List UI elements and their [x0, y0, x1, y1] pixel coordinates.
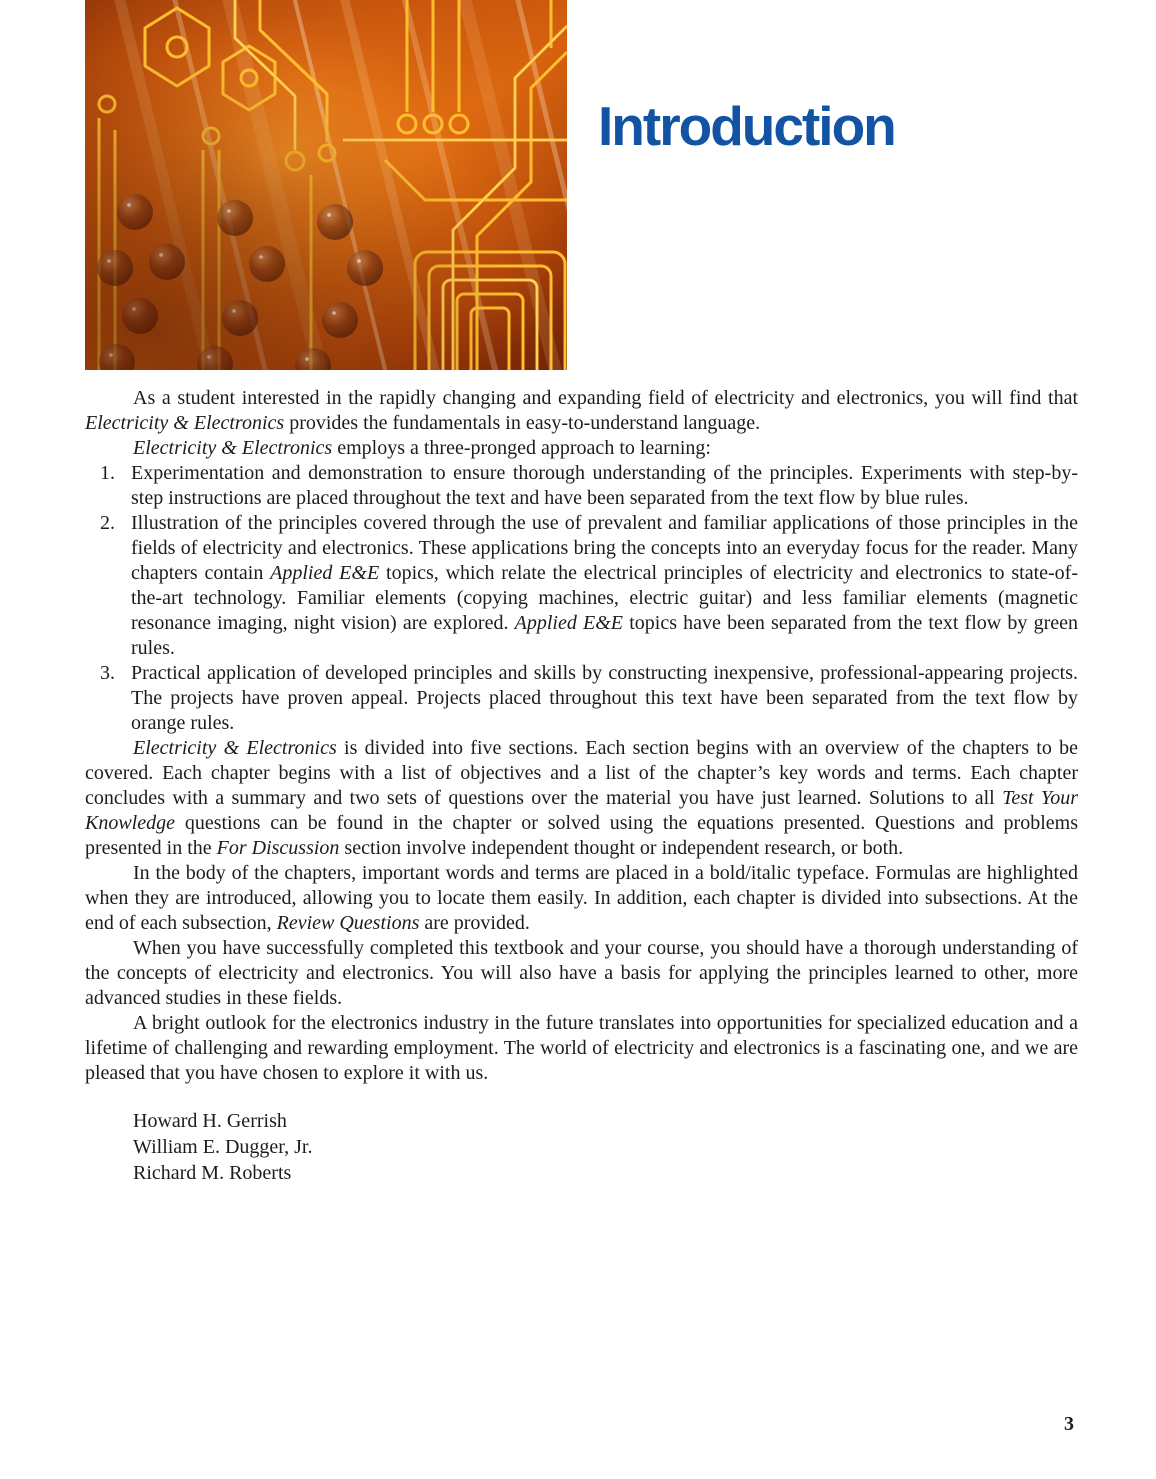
list-item	[85, 461, 1078, 511]
text-run: is divided into five sections. Each section begins with an overview of the chapters to be covered. Each chapter begins with a list of objectives and a list of the chapter’s key words and terms. Each chapter concludes with a summary and two sets of questions over the material you have just learned. Solutions to all	[85, 737, 1078, 809]
list-item-text	[131, 662, 1078, 734]
author-name: Richard M. Roberts	[133, 1162, 292, 1184]
italic-text: Applied E&E	[270, 562, 380, 584]
authors-block	[133, 1108, 1078, 1186]
list-item-text	[131, 512, 1078, 659]
text-run: section involve independent thought or independent research, or both.	[339, 837, 904, 859]
text-run: When you have successfully completed this textbook and your course, you should have a thorough understanding of the concepts of electricity and electronics. You will also have a basis for applying the principles learned to other, more advanced studies in these fields.	[85, 937, 1078, 1009]
text-run: Practical application of developed principles and skills by constructing inexpensive, professional-appearing projects. The projects have proven appeal. Projects placed throughout this text have been separated from the text flow by orange rules.	[131, 662, 1078, 734]
text-run: A bright outlook for the electronics industry in the future translates into opportunities for specialized education and a lifetime of challenging and rewarding employment. The world of electricity and electronics is a fascinating one, and we are pleased that you have chosen to explore it with us.	[85, 1012, 1078, 1084]
text-run: In the body of the chapters, important words and terms are placed in a bold/italic typeface. Formulas are highlighted when they are introduced, allowing you to locate them easily. In addition, each chapter is divided into subsections. At the end of each subsection,	[85, 862, 1078, 934]
page-number: 3	[1064, 1413, 1074, 1435]
italic-text: Electricity & Electronics	[133, 437, 333, 459]
italic-text: Test Your Knowledge	[85, 787, 1079, 834]
page-title: Introduction	[598, 95, 895, 157]
list-item-text	[131, 462, 1078, 509]
italic-text: Electricity & Electronics	[85, 412, 285, 434]
list-number: 3.	[100, 662, 115, 684]
author-name: William E. Dugger, Jr.	[133, 1136, 313, 1158]
paragraph	[85, 936, 1078, 1011]
paragraph	[85, 861, 1078, 936]
italic-text: For Discussion	[216, 837, 340, 859]
circuit-board-photo	[85, 0, 567, 370]
text-run: provides the fundamentals in easy-to-understand language.	[284, 412, 761, 434]
paragraph	[85, 386, 1078, 436]
italic-text: Review Questions	[276, 912, 420, 934]
list-item	[85, 661, 1078, 736]
body-text	[85, 386, 1078, 1186]
text-run: are provided.	[419, 912, 530, 934]
paragraphs-container	[85, 386, 1078, 1086]
list-item	[85, 511, 1078, 661]
italic-text: Applied E&E	[514, 612, 624, 634]
paragraph	[85, 736, 1078, 861]
list-number: 2.	[100, 512, 115, 534]
circuit-board-art	[85, 0, 567, 370]
text-run: topics have been separated from the text flow by green rules.	[131, 612, 1078, 659]
list-number: 1.	[100, 462, 115, 484]
paragraph	[85, 436, 1078, 461]
text-run: employs a three-pronged approach to learning:	[332, 437, 711, 459]
paragraph	[85, 1011, 1078, 1086]
author-name: Howard H. Gerrish	[133, 1110, 287, 1132]
text-run: topics, which relate the electrical principles of electricity and electronics to state-of-the-art technology. Familiar elements (copying machines, electric guitar) and less familiar elements (magnetic resonance imaging, night vision) are explored.	[131, 562, 1078, 634]
text-run: As a student interested in the rapidly changing and expanding field of electricity and electronics, you will find that	[133, 387, 1078, 409]
text-run: Experimentation and demonstration to ensure thorough understanding of the principles. Experiments with step-by-step instructions are placed throughout the text and have been separated from the text flow by blue rules.	[131, 462, 1078, 509]
text-run: questions can be found in the chapter or solved using the equations presented. Questions and problems presented in the	[85, 812, 1078, 859]
italic-text: Electricity & Electronics	[133, 737, 337, 759]
text-run: Illustration of the principles covered through the use of prevalent and familiar applications of those principles in the fields of electricity and electronics. These applications bring the concepts into an everyday focus for the reader. Many chapters contain	[131, 512, 1078, 584]
